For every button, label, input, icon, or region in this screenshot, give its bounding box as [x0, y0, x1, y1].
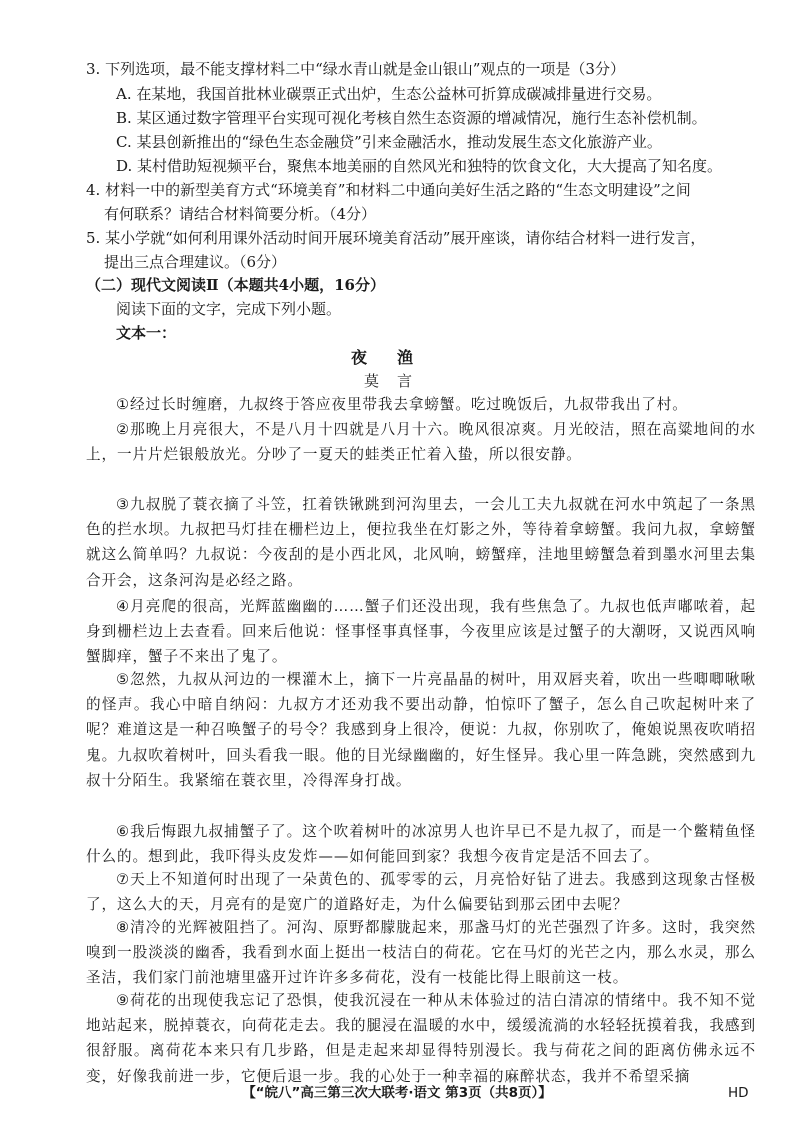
story-author: 莫言: [363, 372, 430, 390]
question-3-option-d: D. 某村借助短视频平台，聚焦本地美丽的自然风光和独特的饮食文化，大大提高了知名度。: [116, 157, 723, 175]
story-paragraph-1: ①经过长时缠磨，九叔终于答应夜里带我去拿螃蟹。吃过晚饭后，九叔带我出了村。: [116, 396, 688, 413]
story-paragraph-8: ⑧清冷的光辉被阻挡了。河沟、原野都朦胧起来，那盏马灯的光芒强烈了许多。这时，我突然嗅到一股淡淡的幽香，我看到水面上挺出一枝洁白的荷花。它在马灯的光芒之内，那么水灵，那么圣洁，我们家门前池塘里盛开过许许多多荷花，没有一枝能比得上眼前这一枝。: [86, 919, 756, 987]
story-paragraph-2: ②那晚上月亮很大，不是八月十四就是八月十六。晚风很凉爽。月光皎洁，照在高粱地间的水上，一片片烂银般放光。分吵了一夏天的蛙类正忙着入蛰，所以很安静。: [86, 421, 756, 464]
section-instruction: 阅读下面的文字，完成下列小题。: [116, 300, 342, 318]
question-5-line-2: 提出三点合理建议。（6分）: [104, 253, 287, 271]
story-paragraph-9: ⑨荷花的出现使我忘记了恐惧，使我沉浸在一种从未体验过的洁白清凉的情绪中。我不知不觉地站起来，脱掉蓑衣，向荷花走去。我的腿浸在温暖的水中，缓缓流淌的水轻轻抚摸着我，我感到很舒服。离荷花本来只有几步路，但是走起来却显得特别漫长。我与荷花之间的距离仿佛永远不变，好像我前进一步，它便后退一步。我的心处于一种幸福的麻醉状态，我并不希望采摘: [86, 992, 756, 1085]
question-3-option-c: C. 某县创新推出的“绿色生态金融贷”引来金融活水，推动发展生态文化旅游产业。: [116, 133, 662, 151]
question-5-line-1: 5. 某小学就“如何利用课外活动时间开展环境美育活动”展开座谈，请你结合材料一进行发言，: [86, 229, 706, 247]
page-footer: 【“皖八”高三第三次大联考·语文 第3页（共8页）】: [242, 1085, 552, 1101]
footer-code: HD: [728, 1085, 749, 1101]
question-3-option-a: A. 在某地，我国首批林业碳票正式出炉，生态公益林可折算成碳减排量进行交易。: [116, 85, 662, 103]
question-4-line-2: 有何联系？请结合材料简要分析。（4分）: [104, 205, 377, 223]
question-3-option-b: B. 某区通过数字管理平台实现可视化考核自然生态资源的增减情况，施行生态补偿机制。: [116, 109, 707, 127]
question-4-line-1: 4. 材料一中的新型美育方式“环境美育”和材料二中通向美好生活之路的“生态文明建设”之间: [86, 181, 691, 199]
story-paragraph-7: ⑦天上不知道何时出现了一朵黄色的、孤零零的云，月亮恰好钻了进去。我感到这现象古怪极了，这么大的天，月亮有的是宽广的道路好走，为什么偏要钻到那云团中去呢？: [86, 871, 756, 914]
story-paragraph-3: ③九叔脱了蓑衣摘了斗笠，扛着铁锹跳到河沟里去，一会儿工夫九叔就在河水中筑起了一条黑色的拦水坝。九叔把马灯挂在栅栏边上，便拉我坐在灯影之外，等待着拿螃蟹。我问九叔，拿螃蟹就这么简单吗？九叔说：今夜刮的是小西北风，北风响，螃蟹痒，洼地里螃蟹急着到墨水河里去集合开会，这条河沟是必经之路。: [86, 496, 756, 589]
story-paragraph-4: ④月亮爬的很高，光辉蓝幽幽的……蟹子们还没出现，我有些焦急了。九叔也低声嘟哝着，起身到栅栏边上去查看。回来后他说：怪事怪事真怪事，今夜里应该是过蟹子的大潮呀，又说西风响蟹脚痒，蟹子不来出了鬼了。: [86, 598, 756, 666]
story-paragraph-6: ⑥我后悔跟九叔捕蟹子了。这个吹着树叶的冰凉男人也许早已不是九叔了，而是一个鳖精鱼怪什么的。想到此，我吓得头皮发炸——如何能回到家？我想今夜肯定是活不回去了。: [86, 823, 756, 866]
text-one-label: 文本一：: [116, 324, 177, 342]
story-title: 夜渔: [350, 348, 443, 367]
question-3-stem: 3. 下列选项，最不能支撑材料二中“绿水青山就是金山银山”观点的一项是（3分）: [86, 60, 625, 78]
section-heading: （二）现代文阅读Ⅱ（本题共4小题，16分）: [86, 276, 385, 294]
story-paragraph-5: ⑤忽然，九叔从河边的一棵灌木上，摘下一片亮晶晶的树叶，用双唇夹着，吹出一些唧唧啾啾的怪声。我心中暗自纳闷：九叔方才还劝我不要出动静，怕惊吓了蟹子，怎么自己吹起树叶来了呢？难道这是一种召唤蟹子的号令？我感到身上很冷，便说：九叔，你别吹了，俺娘说黑夜吹哨招鬼。九叔吹着树叶，回头看我一眼。他的目光绿幽幽的，好生怪异。我心里一阵急跳，突然感到九叔十分陌生。我紧缩在蓑衣里，冷得浑身打战。: [86, 671, 756, 789]
